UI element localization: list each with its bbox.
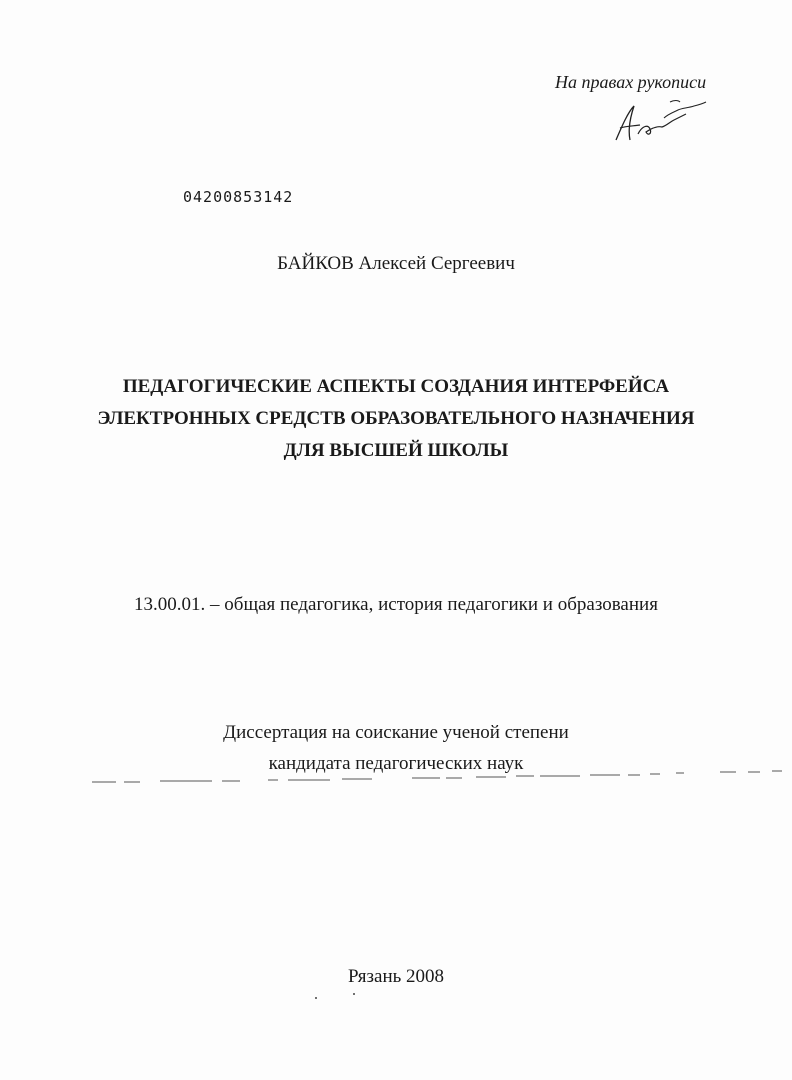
title-line: ЭЛЕКТРОННЫХ СРЕДСТВ ОБРАЗОВАТЕЛЬНОГО НАЗНАЧЕНИЯ — [97, 408, 695, 429]
title-line: ПЕДАГОГИЧЕСКИЕ АСПЕКТЫ СОЗДАНИЯ ИНТЕРФЕЙСА — [122, 376, 670, 397]
dissertation-title — [60, 371, 732, 467]
place-year: Рязань 2008 — [347, 966, 445, 987]
manuscript-note: На правах рукописи — [555, 72, 707, 92]
degree-line: Диссертация на соискание ученой степени — [223, 722, 569, 743]
degree-line: кандидата педагогических наук — [268, 753, 524, 774]
signature-icon — [608, 96, 708, 146]
scan-artifact-lines — [0, 766, 792, 786]
author-name: БАЙКОВ Алексей Сергеевич — [277, 253, 515, 274]
document-code: 04200853142 — [183, 188, 294, 206]
specialty-code: 13.00.01. – общая педагогика, история педагогики и образования — [134, 594, 658, 615]
scan-specks — [300, 990, 380, 1010]
title-line: ДЛЯ ВЫСШЕЙ ШКОЛЫ — [283, 440, 509, 461]
